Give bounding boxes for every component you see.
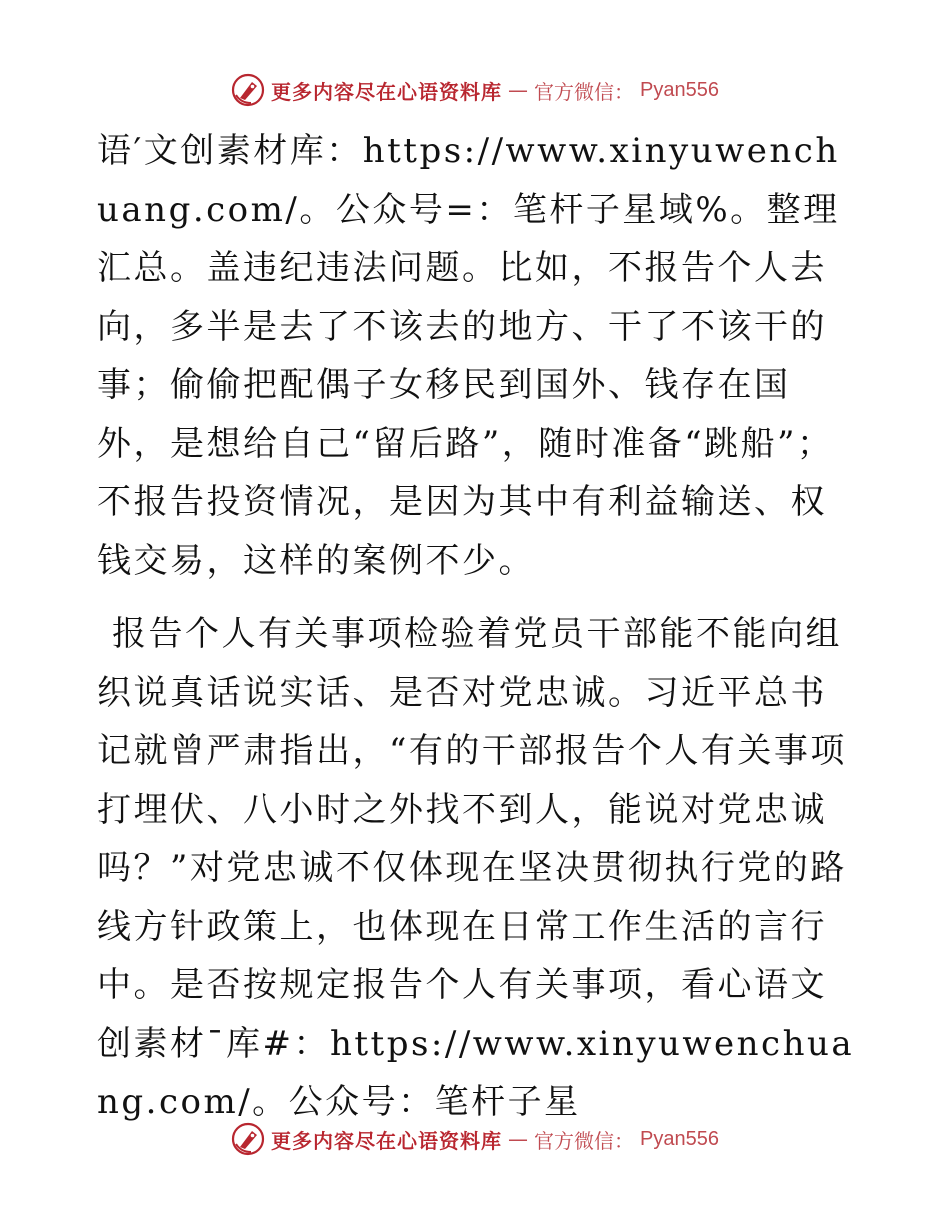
banner-wechat-id: Pyan556 [640, 78, 719, 101]
pen-nib-logo-icon [231, 1122, 265, 1156]
banner-wechat-id: Pyan556 [640, 1127, 719, 1150]
banner-dash: — [508, 78, 529, 102]
banner-wechat-label: 官方微信： [534, 1128, 635, 1153]
paragraph-2: 报告个人有关事项检验着党员干部能不能向组织说真话说实话、是否对党忠诚。习近平总书记就曾严肃指出，“有的干部报告个人有关事项打埋伏、八小时之外找不到人，能说对党忠诚吗？”对党忠诚不仅体现在坚决贯彻执行党的路线方针政策上，也体现在日常工作生活的言行中。是否按规定报告个人有关事项，看心语文创素材¯库#：https://www.xinyuwenchuang.com/。公众号：笔杆子星 [97, 614, 855, 1122]
banner-slogan: 更多内容尽在心语资料库 [271, 79, 503, 104]
paragraph-1: 语′文创素材库：https://www.xinyuwenchuang.com/。公众号=：笔杆子星域%。整理汇总。盖违纪违法问题。比如，不报告个人去向，多半是去了不该去的地方、干了不该干的事；偷偷把配偶子女移民到国外、钱存在国外，是想给自己“留后路”，随时准备“跳船”；不报告投资情况，是因为其中有利益输送、权钱交易，这样的案例不少。 [97, 131, 840, 581]
document-body [97, 122, 857, 1132]
banner-wechat-label: 官方微信： [534, 79, 635, 104]
pen-nib-logo-icon [231, 73, 265, 107]
header-banner [0, 70, 950, 110]
footer-banner [0, 1119, 950, 1159]
banner-dash: — [508, 1127, 529, 1151]
banner-slogan: 更多内容尽在心语资料库 [271, 1128, 503, 1153]
